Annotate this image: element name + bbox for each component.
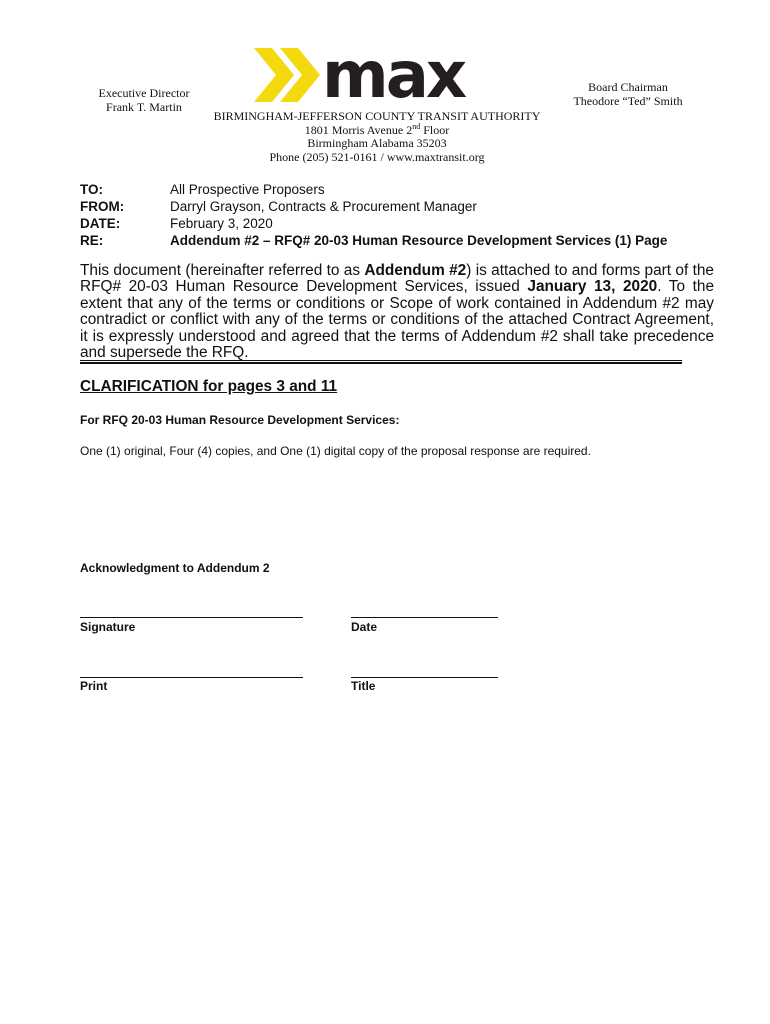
signature-label: Signature [80,620,136,634]
board-chairman-title: Board Chairman [588,80,668,94]
title-line[interactable] [351,677,498,678]
organization-address-block [200,110,554,164]
signature-line[interactable] [80,617,303,618]
to-label: TO: [80,182,103,197]
board-chairman-block [556,80,700,108]
board-chairman-name: Theodore “Ted” Smith [573,94,683,108]
max-logo [252,46,492,104]
re-value: Addendum #2 – RFQ# 20-03 Human Resource Development Services (1) Page [170,233,668,248]
chevron-arrows-icon [254,48,320,102]
date-label: DATE: [80,216,121,231]
divider-thin [80,360,682,361]
executive-director-title: Executive Director [98,86,190,100]
intro-part1: This document (hereinafter referred to as [80,262,365,279]
clarification-text: One (1) original, Four (4) copies, and One (1) digital copy of the proposal response are required. [80,444,591,458]
street-address-main: 1801 Morris Avenue 2 [304,122,413,137]
date-value: February 3, 2020 [170,216,273,231]
clarification-title: CLARIFICATION for pages 3 and 11 [80,378,338,395]
street-address-sup: nd [412,121,421,131]
date-line[interactable] [351,617,498,618]
re-label: RE: [80,233,104,248]
title-label: Title [351,679,376,693]
city-state-zip: Birmingham Alabama 35203 [307,136,447,150]
street-address [200,121,554,138]
divider-thick [80,362,682,364]
intro-part2: ) is attached to and forms part of the RFQ# 20-03 Human Resource Development Services, issued [80,262,714,296]
print-label: Print [80,679,108,693]
clarification-heading: For RFQ 20-03 Human Resource Development Services: [80,413,400,427]
from-label: FROM: [80,199,125,214]
addendum-reference: Addendum #2 [364,262,467,279]
executive-director-block [78,86,210,114]
to-value: All Prospective Proposers [170,182,325,197]
print-line[interactable] [80,677,303,678]
logo-wordmark: max [322,46,465,104]
phone-website: Phone (205) 521-0161 / www.maxtransit.org [269,149,485,164]
date-field-label: Date [351,620,378,634]
acknowledgment-heading: Acknowledgment to Addendum 2 [80,561,270,575]
organization-name: BIRMINGHAM-JEFFERSON COUNTY TRANSIT AUTHORITY [213,109,541,123]
issue-date: January 13, 2020 [527,278,658,296]
intro-part3: . To the extent that any of the terms or conditions or Scope of work contained in Addendum #2 may contradict or conflict with any of the terms or conditions of the attached Contract Agreement, it is expressly understood and agreed that the terms of Addendum #2 shall take precedence and supersede the RFQ. [80,278,714,362]
from-value: Darryl Grayson, Contracts & Procurement Manager [170,199,477,214]
street-address-rest: Floor [420,122,450,137]
executive-director-name: Frank T. Martin [106,100,182,114]
intro-paragraph [80,263,714,361]
